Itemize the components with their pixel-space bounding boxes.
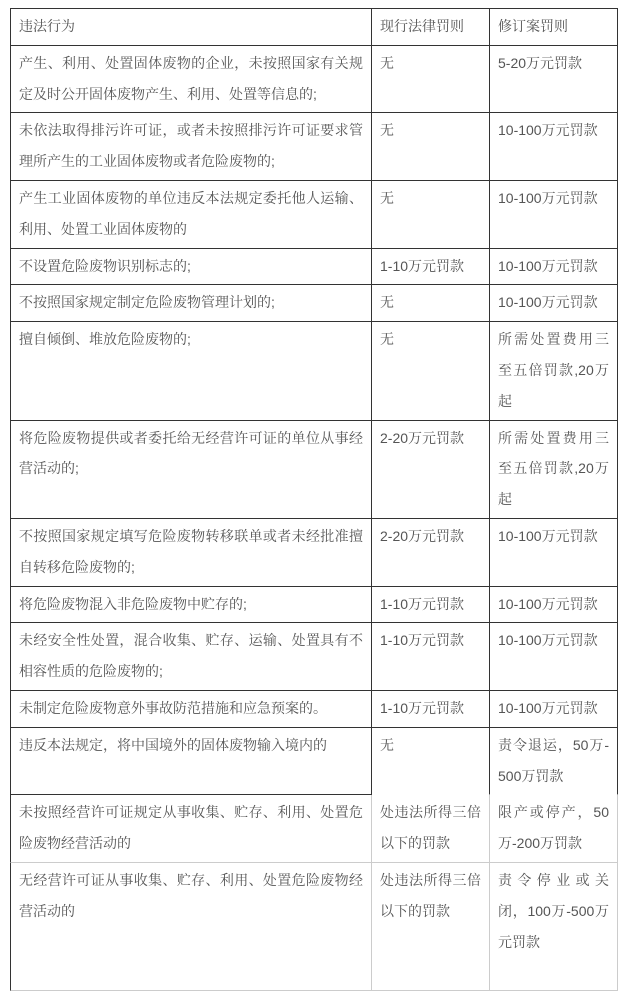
- penalty-comparison-table: [10, 8, 618, 991]
- table-row: [10, 863, 618, 991]
- cell-current-penalty: 无: [372, 728, 490, 796]
- table-row: [10, 113, 618, 181]
- cell-revised-penalty: 所需处置费用三至五倍罚款,20万起: [490, 322, 618, 420]
- cell-revised-penalty: 10-100万元罚款: [490, 691, 618, 728]
- cell-violation: 产生工业固体废物的单位违反本法规定委托他人运输、利用、处置工业固体废物的: [10, 181, 372, 249]
- table-row: [10, 587, 618, 624]
- cell-violation: 未制定危险废物意外事故防范措施和应急预案的。: [10, 691, 372, 728]
- cell-current-penalty: 无: [372, 46, 490, 114]
- cell-violation: 未依法取得排污许可证，或者未按照排污许可证要求管理所产生的工业固体废物或者危险废物的;: [10, 113, 372, 181]
- cell-violation: 擅自倾倒、堆放危险废物的;: [10, 322, 372, 420]
- cell-current-penalty: 处违法所得三倍以下的罚款: [372, 795, 490, 863]
- table-row: [10, 285, 618, 322]
- cell-revised-penalty: 5-20万元罚款: [490, 46, 618, 114]
- cell-current-penalty: 1-10万元罚款: [372, 249, 490, 286]
- cell-violation: 违反本法规定，将中国境外的固体废物输入境内的: [10, 728, 372, 796]
- table-row: [10, 795, 618, 863]
- cell-revised-penalty: 10-100万元罚款: [490, 249, 618, 286]
- col-header-revised-penalty: 修订案罚则: [490, 8, 618, 46]
- table-row: [10, 691, 618, 728]
- cell-revised-penalty: 所需处置费用三至五倍罚款,20万起: [490, 421, 618, 519]
- cell-revised-penalty: 10-100万元罚款: [490, 587, 618, 624]
- cell-violation: 未按照经营许可证规定从事收集、贮存、利用、处置危险废物经营活动的: [10, 795, 372, 863]
- cell-current-penalty: 无: [372, 322, 490, 420]
- cell-current-penalty: 1-10万元罚款: [372, 623, 490, 691]
- cell-revised-penalty: 限产或停产，50万-200万罚款: [490, 795, 618, 863]
- table-body: [10, 46, 618, 991]
- cell-revised-penalty: 责令停业或关闭，100万-500万元罚款: [490, 863, 618, 991]
- cell-violation: 产生、利用、处置固体废物的企业，未按照国家有关规定及时公开固体废物产生、利用、处置等信息的;: [10, 46, 372, 114]
- cell-violation: 无经营许可证从事收集、贮存、利用、处置危险废物经营活动的: [10, 863, 372, 991]
- cell-violation: 不按照国家规定制定危险废物管理计划的;: [10, 285, 372, 322]
- table-row: [10, 623, 618, 691]
- table-row: [10, 519, 618, 587]
- table-row: [10, 249, 618, 286]
- cell-revised-penalty: 10-100万元罚款: [490, 181, 618, 249]
- cell-current-penalty: 处违法所得三倍以下的罚款: [372, 863, 490, 991]
- cell-current-penalty: 无: [372, 181, 490, 249]
- table-row: [10, 322, 618, 420]
- cell-current-penalty: 1-10万元罚款: [372, 691, 490, 728]
- cell-revised-penalty: 10-100万元罚款: [490, 519, 618, 587]
- cell-current-penalty: 无: [372, 113, 490, 181]
- cell-violation: 不设置危险废物识别标志的;: [10, 249, 372, 286]
- cell-current-penalty: 1-10万元罚款: [372, 587, 490, 624]
- cell-current-penalty: 2-20万元罚款: [372, 421, 490, 519]
- table-row: [10, 46, 618, 114]
- cell-violation: 将危险废物提供或者委托给无经营许可证的单位从事经营活动的;: [10, 421, 372, 519]
- cell-revised-penalty: 责令退运，50万-500万罚款: [490, 728, 618, 796]
- header-row: [10, 8, 618, 46]
- cell-current-penalty: 2-20万元罚款: [372, 519, 490, 587]
- table-row: [10, 181, 618, 249]
- cell-revised-penalty: 10-100万元罚款: [490, 623, 618, 691]
- cell-revised-penalty: 10-100万元罚款: [490, 285, 618, 322]
- cell-revised-penalty: 10-100万元罚款: [490, 113, 618, 181]
- cell-current-penalty: 无: [372, 285, 490, 322]
- cell-violation: 未经安全性处置，混合收集、贮存、运输、处置具有不相容性质的危险废物的;: [10, 623, 372, 691]
- col-header-current-penalty: 现行法律罚则: [372, 8, 490, 46]
- cell-violation: 将危险废物混入非危险废物中贮存的;: [10, 587, 372, 624]
- table-row: [10, 728, 618, 796]
- col-header-violation: 违法行为: [10, 8, 372, 46]
- table-row: [10, 421, 618, 519]
- cell-violation: 不按照国家规定填写危险废物转移联单或者未经批准擅自转移危险废物的;: [10, 519, 372, 587]
